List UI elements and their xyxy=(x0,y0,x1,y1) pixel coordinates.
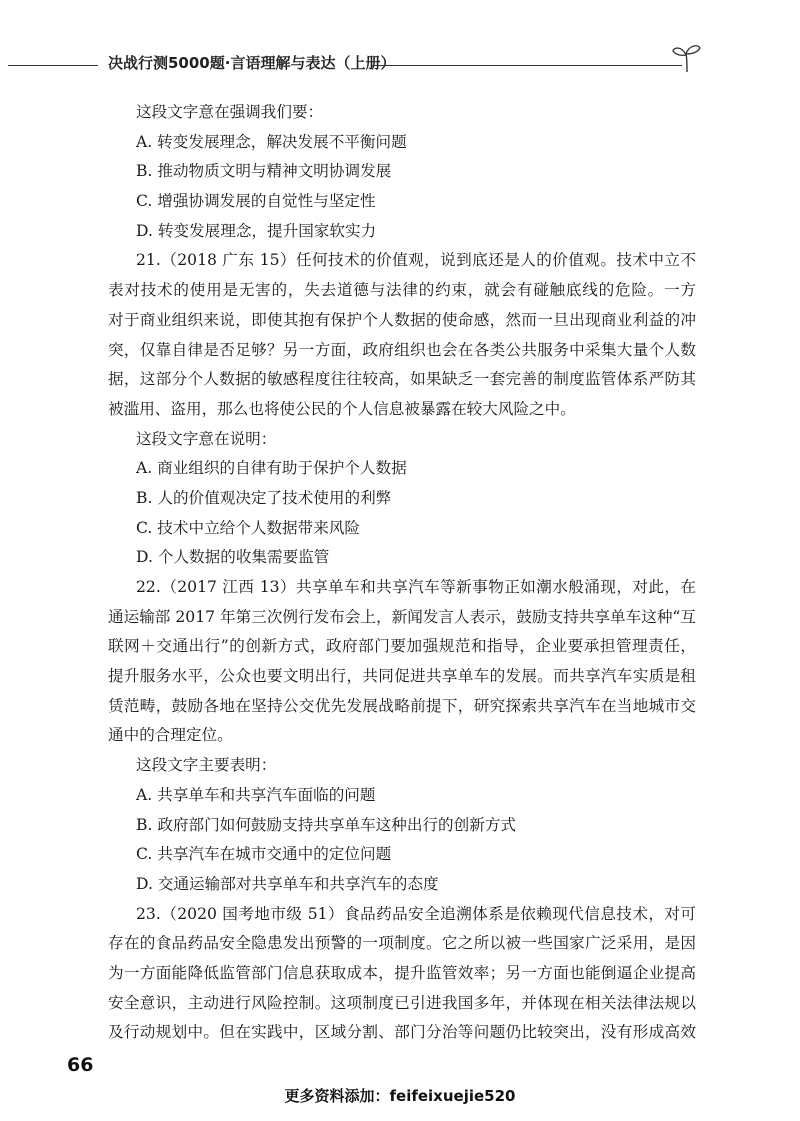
passage-line: 存在的食品药品安全隐患发出预警的一项制度。它之所以被一些国家广泛采用，是因 xyxy=(108,934,696,953)
passage-line: 被滥用、盗用，那么也将使公民的个人信息被暴露在较大风险之中。 xyxy=(108,399,576,418)
option-b: B. 政府部门如何鼓励支持共享单车这种出行的创新方式 xyxy=(136,815,517,834)
option-a: A. 转变发展理念，解决发展不平衡问题 xyxy=(136,132,407,151)
header-rule-right xyxy=(372,65,682,66)
page-body xyxy=(108,98,696,1048)
passage-line: 21.（2018 广东 15）任何技术的价值观，说到底还是人的价值观。技术中立不 xyxy=(136,251,696,270)
option-c: C. 技术中立给个人数据带来风险 xyxy=(136,518,361,537)
option-d: D. 个人数据的收集需要监管 xyxy=(136,548,330,567)
sprout-icon xyxy=(670,40,704,74)
question-prompt: 这段文字意在说明： xyxy=(136,429,277,448)
passage-line: 赁范畴，鼓励各地在坚持公交优先发展战略前提下，研究探索共享汽车在当地城市交 xyxy=(108,696,696,715)
passage-line: 通运输部 2017 年第三次例行发布会上，新闻发言人表示，鼓励支持共享单车这种“互 xyxy=(108,607,696,626)
passage-line: 提升服务水平，公众也要文明出行，共同促进共享单车的发展。而共享汽车实质是租 xyxy=(108,667,696,686)
passage-line: 23.（2020 国考地市级 51）食品药品安全追溯体系是依赖现代信息技术，对可 xyxy=(136,904,696,923)
passage-line: 安全意识，主动进行风险控制。这项制度已引进我国多年，并体现在相关法律法规以 xyxy=(108,993,696,1012)
header-rule-left xyxy=(8,65,98,66)
option-c: C. 共享汽车在城市交通中的定位问题 xyxy=(136,845,392,864)
question-prompt: 这段文字主要表明： xyxy=(136,756,277,775)
passage-line: 22.（2017 江西 13）共享单车和共享汽车等新事物正如潮水般涌现，对此，在 xyxy=(136,578,696,596)
footer-note: 更多资料添加：feifeixuejie520 xyxy=(284,1087,516,1105)
passage-line: 表对技术的使用是无害的，失去道德与法律的约束，就会有碰触底线的危险。一方 xyxy=(108,281,696,300)
passage-line: 联网＋交通出行”的创新方式，政府部门要加强规范和指导，企业要承担管理责任， xyxy=(108,637,696,656)
header-title: 决战行测5000题·言语理解与表达（上册） xyxy=(108,54,396,72)
page-number: 66 xyxy=(67,1054,94,1076)
passage-line: 突，仅靠自律是否足够？另一方面，政府组织也会在各类公共服务中采集大量个人数 xyxy=(108,340,696,359)
option-b: B. 人的价值观决定了技术使用的利弊 xyxy=(136,488,392,507)
question-prompt: 这段文字意在强调我们要： xyxy=(136,103,324,121)
option-b: B. 推动物质文明与精神文明协调发展 xyxy=(136,162,392,181)
option-c: C. 增强协调发展的自觉性与坚定性 xyxy=(136,192,376,211)
option-d: D. 转变发展理念，提升国家软实力 xyxy=(136,221,377,240)
passage-line: 通中的合理定位。 xyxy=(108,726,233,745)
passage-line: 为一方面能降低监管部门信息获取成本，提升监管效率；另一方面也能倒逼企业提高 xyxy=(108,963,696,982)
passage-line: 对于商业组织来说，即使其抱有保护个人数据的使命感，然而一旦出现商业利益的冲 xyxy=(108,310,696,329)
running-header xyxy=(0,48,800,78)
option-a: A. 共享单车和共享汽车面临的问题 xyxy=(136,785,376,804)
passage-line: 及行动规划中。但在实践中，区域分割、部门分治等问题仍比较突出，没有形成高效 xyxy=(108,1023,696,1042)
option-d: D. 交通运输部对共享单车和共享汽车的态度 xyxy=(136,874,439,893)
passage-line: 据，这部分个人数据的敏感程度往往较高，如果缺乏一套完善的制度监管体系严防其 xyxy=(108,370,696,389)
option-a: A. 商业组织的自律有助于保护个人数据 xyxy=(136,459,407,478)
